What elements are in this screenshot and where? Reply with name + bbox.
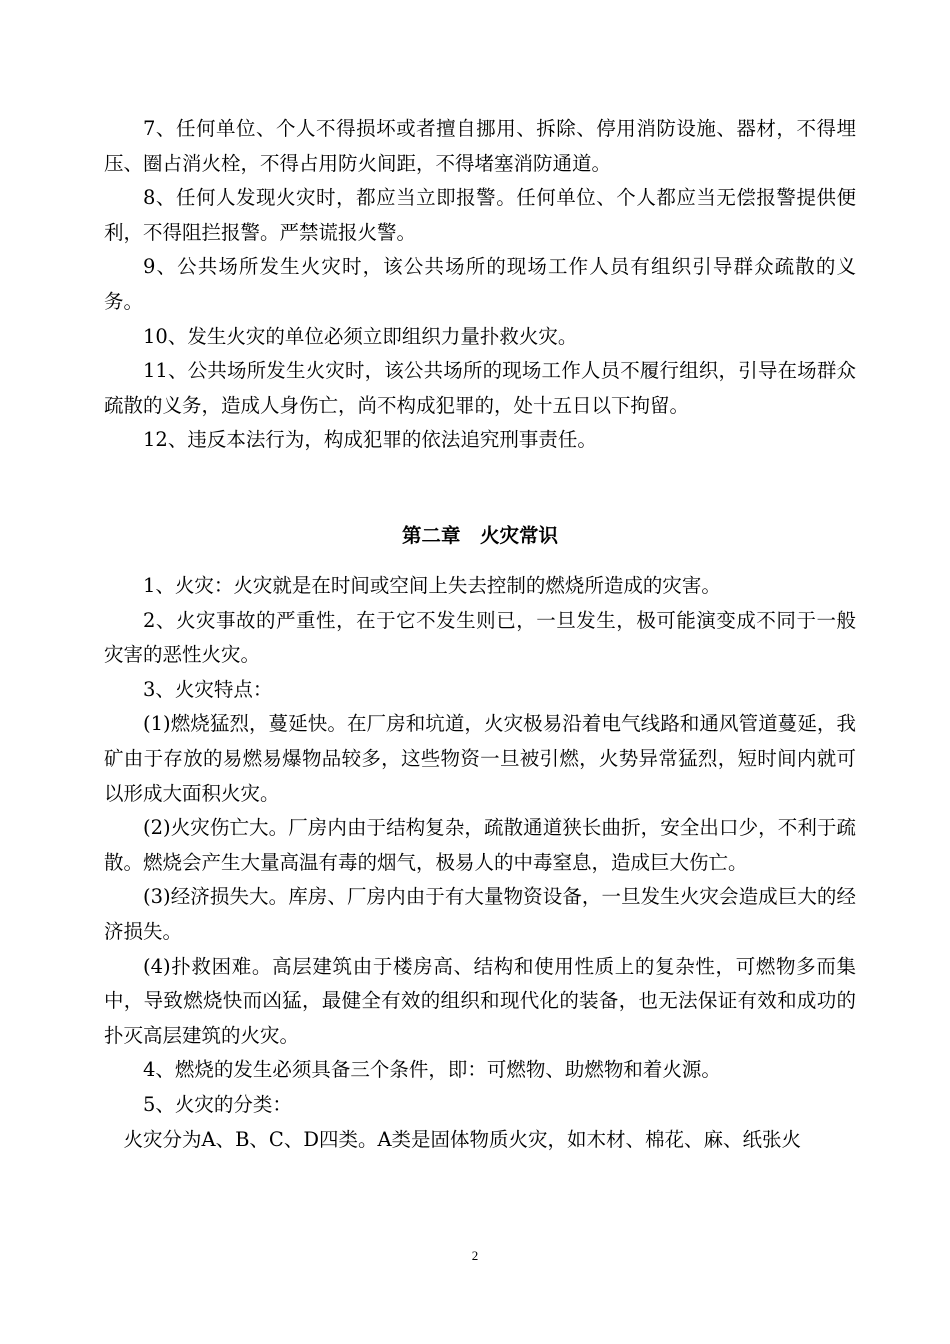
paragraph-fire-features-heading: 3、火灾特点：	[143, 677, 273, 701]
paragraph-feature-1: (1)燃烧猛烈，蔓延快。在厂房和坑道，火灾极易沿着电气线路和通风管道蔓延，我矿由于存放的易燃易爆物品较多，这些物资一旦被引燃，火势异常猛烈，短时间内就可以形成大面积火灾。	[104, 712, 856, 805]
chapter-title: 第二章 火灾常识	[401, 524, 558, 547]
paragraph-fire-classification-heading: 5、火灾的分类：	[143, 1092, 292, 1116]
paragraph-item-7: 7、任何单位、个人不得损坏或者擅自挪用、拆除、停用消防设施、器材，不得埋压、圈占消火栓，不得占用防火间距，不得堵塞消防通道。	[104, 117, 856, 175]
paragraph-item-11: 11、公共场所发生火灾时，该公共场所的现场工作人员不履行组织，引导在场群众疏散的义务，造成人身伤亡，尚不构成犯罪的，处十五日以下拘留。	[104, 359, 856, 417]
paragraph-item-9: 9、公共场所发生火灾时，该公共场所的现场工作人员有组织引导群众疏散的义务。	[104, 255, 856, 313]
fire-knowledge-section	[104, 569, 856, 1157]
paragraph-feature-4: (4)扑救困难。高层建筑由于楼房高、结构和使用性质上的复杂性，可燃物多而集中，导致燃烧快而凶猛，最健全有效的组织和现代化的装备，也无法保证有效和成功的扑灭高层建筑的火灾。	[104, 954, 856, 1047]
paragraph-fire-severity: 2、火灾事故的严重性，在于它不发生则已，一旦发生，极可能演变成不同于一般灾害的恶性火灾。	[104, 608, 856, 667]
paragraph-item-10: 10、发生火灾的单位必须立即组织力量扑救火灾。	[143, 324, 578, 348]
regulations-section	[104, 112, 856, 458]
page-number: 2	[471, 1248, 479, 1263]
paragraph-feature-3: (3)经济损失大。库房、厂房内由于有大量物资设备，一旦发生火灾会造成巨大的经济损失。	[104, 885, 856, 943]
paragraph-fire-definition: 1、火灾：火灾就是在时间或空间上失去控制的燃烧所造成的灾害。	[143, 574, 721, 597]
paragraph-feature-2: (2)火灾伤亡大。厂房内由于结构复杂，疏散通道狭长曲折，安全出口少，不利于疏散。燃烧会产生大量高温有毒的烟气，极易人的中毒窒息，造成巨大伤亡。	[104, 816, 856, 874]
paragraph-item-12: 12、违反本法行为，构成犯罪的依法追究刑事责任。	[143, 428, 597, 452]
paragraph-item-8: 8、任何人发现火灾时，都应当立即报警。任何单位、个人都应当无偿报警提供便利，不得阻拦报警。严禁谎报火警。	[104, 186, 856, 244]
paragraph-fire-classes: 火灾分为A、B、C、D四类。A类是固体物质火灾，如木材、棉花、麻、纸张火	[123, 1127, 802, 1151]
paragraph-combustion-conditions: 4、燃烧的发生必须具备三个条件，即：可燃物、助燃物和着火源。	[143, 1058, 721, 1082]
